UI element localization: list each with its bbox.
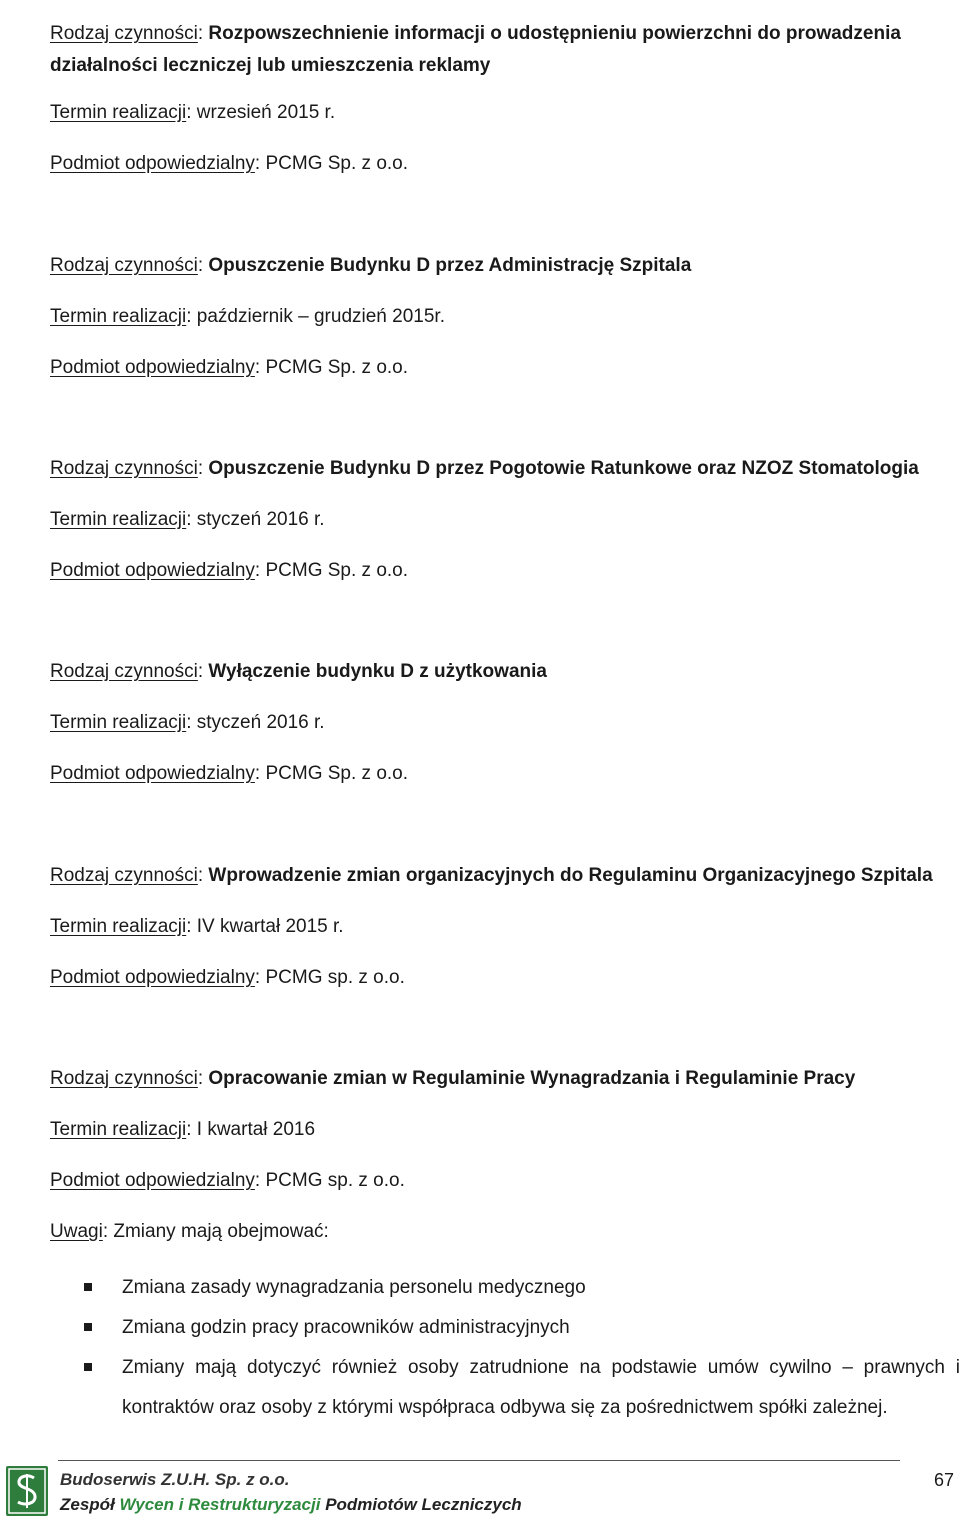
responsible-label: Podmiot odpowiedzialny <box>50 560 255 581</box>
deadline-line: Termin realizacji: wrzesień 2015 r. <box>50 102 336 123</box>
square-bullet-icon <box>84 1283 92 1291</box>
activity-value: Wyłączenie budynku D z użytkowania <box>208 661 547 682</box>
deadline-label: Termin realizacji <box>50 102 187 123</box>
entry-3-deadline <box>50 508 950 532</box>
deadline-value: styczeń 2016 r. <box>196 509 325 530</box>
list-item <box>50 1348 960 1428</box>
activity-value: Opuszczenie Budynku D przez Administrację Szpitala <box>208 255 692 276</box>
square-bullet-icon <box>84 1363 92 1371</box>
responsible-line: Podmiot odpowiedzialny: PCMG Sp. z o.o. <box>50 153 409 174</box>
deadline-value: I kwartał 2016 <box>196 1119 316 1140</box>
responsible-line: Podmiot odpowiedzialny: PCMG Sp. z o.o. <box>50 357 409 378</box>
entry-3-responsible <box>50 559 950 583</box>
notes-line: Uwagi: Zmiany mają obejmować: <box>50 1221 329 1242</box>
responsible-line: Podmiot odpowiedzialny: PCMG Sp. z o.o. <box>50 763 409 784</box>
entry-3 <box>50 457 950 481</box>
entry-2 <box>50 254 950 278</box>
list-item-text: Zmiana godzin pracy pracowników administracyjnych <box>122 1317 570 1338</box>
deadline-label: Termin realizacji <box>50 712 187 733</box>
deadline-value: styczeń 2016 r. <box>196 712 325 733</box>
notes-list <box>50 1268 960 1428</box>
entry-1-responsible <box>50 152 950 176</box>
activity-value: Wprowadzenie zmian organizacyjnych do Regulaminu Organizacyjnego Szpitala <box>208 865 933 886</box>
list-item-text: Zmiana zasady wynagradzania personelu medycznego <box>122 1277 586 1298</box>
entry-1 <box>50 18 950 82</box>
entry-2-deadline <box>50 305 950 329</box>
notes-intro: Zmiany mają obejmować: <box>113 1221 329 1242</box>
deadline-label: Termin realizacji <box>50 509 187 530</box>
responsible-line: Podmiot odpowiedzialny: PCMG Sp. z o.o. <box>50 560 409 581</box>
footer-team-part1: Zespół <box>60 1495 115 1514</box>
activity-line: Rodzaj czynności: Rozpowszechnienie informacji o udostępnieniu powierzchni do prowadzenia działalności leczniczej lub umieszczenia reklamy <box>50 23 901 76</box>
activity-value: Opracowanie zmian w Regulaminie Wynagradzania i Regulaminie Pracy <box>208 1068 856 1089</box>
entry-4-deadline <box>50 711 950 735</box>
activity-line: Rodzaj czynności: Wyłączenie budynku D z użytkowania <box>50 661 547 682</box>
deadline-line: Termin realizacji: styczeń 2016 r. <box>50 509 325 530</box>
footer-team-part2: Wycen i Restrukturyzacji <box>119 1495 321 1514</box>
responsible-value: PCMG Sp. z o.o. <box>265 153 409 174</box>
responsible-value: PCMG Sp. z o.o. <box>265 763 409 784</box>
entry-5-deadline <box>50 915 950 939</box>
notes-heading <box>50 1220 950 1244</box>
responsible-line: Podmiot odpowiedzialny: PCMG sp. z o.o. <box>50 1170 405 1191</box>
activity-label: Rodzaj czynności <box>50 458 198 479</box>
entry-4 <box>50 660 950 684</box>
responsible-line: Podmiot odpowiedzialny: PCMG sp. z o.o. <box>50 967 405 988</box>
footer-team <box>60 1495 522 1515</box>
deadline-value: IV kwartał 2015 r. <box>196 916 344 937</box>
entry-1-deadline <box>50 101 950 125</box>
deadline-line: Termin realizacji: IV kwartał 2015 r. <box>50 916 344 937</box>
activity-label: Rodzaj czynności <box>50 865 198 886</box>
footer-team-part3: Podmiotów Leczniczych <box>325 1495 522 1514</box>
entry-6 <box>50 1067 950 1091</box>
entry-5-responsible <box>50 966 950 990</box>
responsible-value: PCMG Sp. z o.o. <box>265 560 409 581</box>
entry-4-responsible <box>50 762 950 786</box>
deadline-value: wrzesień 2015 r. <box>196 102 336 123</box>
deadline-label: Termin realizacji <box>50 1119 187 1140</box>
responsible-value: PCMG sp. z o.o. <box>265 967 405 988</box>
responsible-label: Podmiot odpowiedzialny <box>50 1170 255 1191</box>
activity-label: Rodzaj czynności <box>50 1068 198 1089</box>
page-number: 67 <box>934 1470 955 1490</box>
entry-6-deadline <box>50 1118 950 1142</box>
responsible-label: Podmiot odpowiedzialny <box>50 357 255 378</box>
notes-label: Uwagi <box>50 1221 103 1242</box>
responsible-label: Podmiot odpowiedzialny <box>50 967 255 988</box>
footer-divider <box>58 1460 900 1461</box>
activity-label: Rodzaj czynności <box>50 255 198 276</box>
entry-6-responsible <box>50 1169 950 1193</box>
deadline-line: Termin realizacji: styczeń 2016 r. <box>50 712 325 733</box>
square-bullet-icon <box>84 1323 92 1331</box>
activity-line: Rodzaj czynności: Opracowanie zmian w Regulaminie Wynagradzania i Regulaminie Pracy <box>50 1068 856 1089</box>
activity-label: Rodzaj czynności <box>50 661 198 682</box>
list-item <box>50 1268 960 1308</box>
company-logo-icon <box>6 1466 48 1516</box>
activity-line: Rodzaj czynności: Opuszczenie Budynku D przez Administrację Szpitala <box>50 255 692 276</box>
list-item-text: Zmiany mają dotyczyć również osoby zatrudnione na podstawie umów cywilno – prawnych i kontraktów oraz osoby z którymi współpraca odbywa się za pośrednictwem spółki zależnej. <box>122 1357 960 1418</box>
footer-company: Budoserwis Z.U.H. Sp. z o.o. <box>60 1470 290 1489</box>
responsible-label: Podmiot odpowiedzialny <box>50 763 255 784</box>
activity-label: Rodzaj czynności <box>50 23 198 44</box>
activity-line: Rodzaj czynności: Opuszczenie Budynku D przez Pogotowie Ratunkowe oraz NZOZ Stomatologia <box>50 458 919 479</box>
activity-line: Rodzaj czynności: Wprowadzenie zmian organizacyjnych do Regulaminu Organizacyjnego Szpitala <box>50 865 933 886</box>
deadline-line: Termin realizacji: I kwartał 2016 <box>50 1119 316 1140</box>
entry-5 <box>50 864 950 888</box>
deadline-value: październik – grudzień 2015r. <box>196 306 445 327</box>
activity-value: Opuszczenie Budynku D przez Pogotowie Ratunkowe oraz NZOZ Stomatologia <box>208 458 919 479</box>
responsible-label: Podmiot odpowiedzialny <box>50 153 255 174</box>
activity-value: Rozpowszechnienie informacji o udostępnieniu powierzchni do prowadzenia działalności leczniczej lub umieszczenia reklamy <box>50 23 901 76</box>
list-item <box>50 1308 960 1348</box>
deadline-line: Termin realizacji: październik – grudzień 2015r. <box>50 306 445 327</box>
responsible-value: PCMG Sp. z o.o. <box>265 357 409 378</box>
responsible-value: PCMG sp. z o.o. <box>265 1170 405 1191</box>
deadline-label: Termin realizacji <box>50 916 187 937</box>
deadline-label: Termin realizacji <box>50 306 187 327</box>
entry-2-responsible <box>50 356 950 380</box>
